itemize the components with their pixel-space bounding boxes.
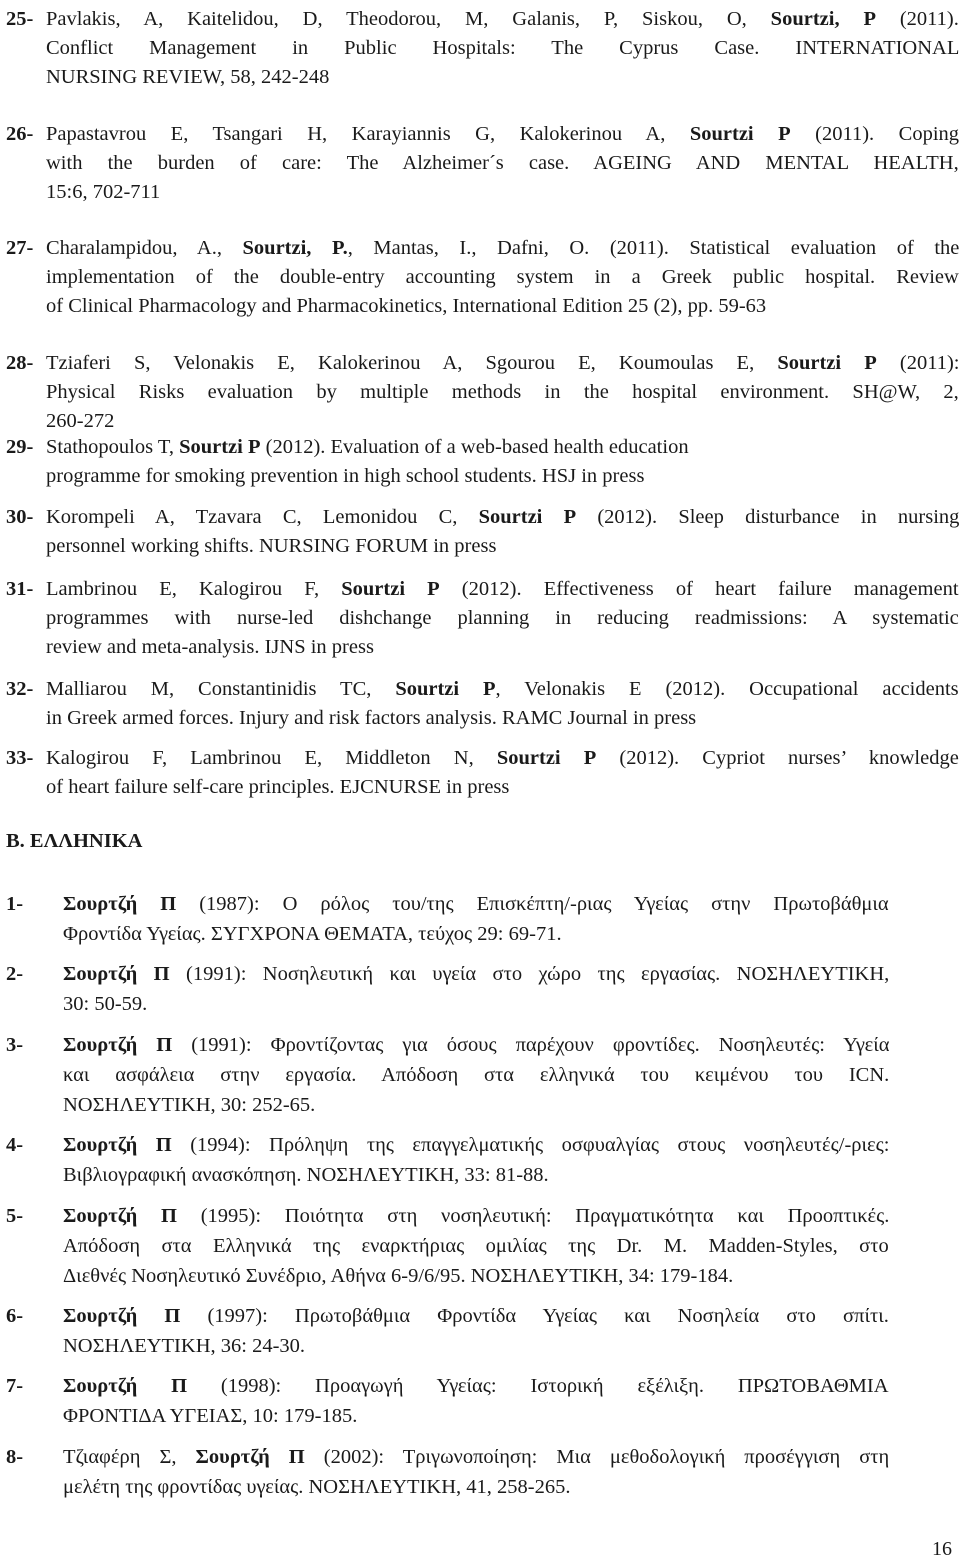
entry-text: programme for smoking prevention in high school students. HSJ in press [46,465,645,487]
page-number: 16 [932,1538,952,1560]
entry-line [46,181,160,204]
entry-line [46,436,689,459]
entry-text: (2011): [876,352,960,374]
entry-text: (2012). Effectiveness of heart failure management [439,578,959,600]
author-highlight: Σουρτζή Π [63,1375,188,1397]
author-highlight: Σουρτζή Π [195,1446,305,1468]
entry-line [46,678,959,701]
entry-line [46,152,959,175]
entry-number: 1- [6,893,24,915]
entry-text: Φροντίδα Υγείας. ΣΥΓΧΡΟΝΑ ΘΕΜΑΤΑ, τεύχος 29: 69-71. [63,923,562,945]
entry-text: μελέτη της φροντίδας υγείας. ΝΟΣΗΛΕΥΤΙΚΗ, 41, 258-265. [63,1476,571,1498]
entry-text: 30: 50-59. [63,993,148,1015]
entry-text: Conflict Management in Public Hospitals: The Cyprus Case. INTERNATIONAL [46,37,960,59]
entry-number: 27- [6,237,34,259]
entry-line [46,381,959,404]
entry-text: personnel working shifts. NURSING FORUM in press [46,535,497,557]
entry-text: in Greek armed forces. Injury and risk factors analysis. RAMC Journal in press [46,707,697,729]
entry-line [63,1265,733,1288]
entry-line [63,1164,549,1187]
entry-text: Stathopoulos T, [46,436,180,458]
entry-line [63,1375,889,1398]
entry-text: (1994): Πρόληψη της επαγγελματικής οσφυαλγίας στους νοσηλευτές/-ριες: [171,1134,890,1156]
entry-number: 29- [6,436,34,458]
entry-line [63,1305,889,1328]
entry-line [46,295,766,318]
entry-line [63,1094,315,1117]
entry-line [46,636,374,659]
entry-text: (2012). Cypriot nurses’ knowledge [596,747,959,769]
entry-text: Papastavrou E, Tsangari H, Karayiannis G, Kalokerinou A, [46,123,690,145]
entry-line [46,237,959,260]
entry-number: 28- [6,352,34,374]
author-highlight: Σουρτζή Π [63,1205,177,1227]
entry-line [46,535,496,558]
entry-text: Kalogirou F, Lambrinou E, Middleton N, [46,747,497,769]
entry-line [63,1205,889,1228]
entry-line [63,1034,889,1057]
entry-text: programmes with nurse-led dishchange planning in reducing readmissions: A systematic [46,607,959,629]
entry-number: 25- [6,8,34,30]
author-highlight: Sourtzi, P [770,8,876,30]
entry-text: (1998): Προαγωγή Υγείας: Ιστορική εξέλιξη. ΠΡΩΤΟΒΑΘΜΙΑ [187,1375,889,1397]
entry-line [63,1446,889,1469]
entry-text: of heart failure self-care principles. EJCNURSE in press [46,776,510,798]
entry-text: NURSING REVIEW, 58, 242-248 [46,66,330,88]
entry-line [63,1476,570,1499]
entry-line [63,1134,889,1157]
entry-text: (1991): Φροντίζοντας για όσους παρέχουν φροντίδες. Νοσηλευτές: Υγεία [172,1034,890,1056]
entry-text: , Mantas, I., Dafni, O. (2011). Statistical evaluation of the [347,237,960,259]
entry-text: Βιβλιογραφική ανασκόπηση. ΝΟΣΗΛΕΥΤΙΚΗ, 33: 81-88. [63,1164,549,1186]
author-highlight: Sourtzi P [496,747,597,769]
author-highlight: Sourtzi P [179,436,261,458]
entry-line [46,747,959,770]
entry-text: Malliarou M, Constantinidis TC, [46,678,396,700]
entry-line [46,410,114,433]
section-heading-greek: Β. ΕΛΛΗΝΙΚΑ [6,830,143,852]
author-highlight: Σουρτζή Π [63,1134,172,1156]
author-highlight: Sourtzi P [689,123,791,145]
entry-text: implementation of the double-entry accounting system in a Greek public hospital. Review [46,266,959,288]
entry-text: ΝΟΣΗΛΕΥΤΙΚΗ, 36: 24-30. [63,1335,306,1357]
entry-line [46,776,509,799]
entry-text: Physical Risks evaluation by multiple methods in the hospital environment. SH@W, 2, [46,381,959,403]
entry-text: Διεθνές Νοσηλευτικό Συνέδριο, Αθήνα 6-9/6/95. ΝΟΣΗΛΕΥΤΙΚΗ, 34: 179-184. [63,1265,734,1287]
entry-number: 3- [6,1034,24,1056]
entry-line [46,37,959,60]
entry-line [63,1235,889,1258]
entry-text: review and meta-analysis. IJNS in press [46,636,374,658]
entry-number: 2- [6,963,24,985]
entry-text: ΦΡΟΝΤΙΔΑ ΥΓΕΙΑΣ, 10: 179-185. [63,1405,358,1427]
entry-number: 4- [6,1134,24,1156]
entry-text: (1991): Νοσηλευτική και υγεία στο χώρο της εργασίας. ΝΟΣΗΛΕΥΤΙΚΗ, [169,963,890,985]
entry-line [46,607,959,630]
entry-line [46,578,959,601]
entry-text: (2002): Τριγωνοποίηση: Μια μεθοδολογική προσέγγιση στη [304,1446,890,1468]
entry-text: Τζιαφέρη Σ, [63,1446,196,1468]
entry-number: 26- [6,123,34,145]
author-highlight: Sourtzi P [341,578,440,600]
author-highlight: Σουρτζή Π [63,1034,173,1056]
author-highlight: Σουρτζή Π [63,1305,181,1327]
entry-number: 31- [6,578,34,600]
entry-text: (2012). Sleep disturbance in nursing [576,506,960,528]
entry-number: 8- [6,1446,24,1468]
entry-text: Tziaferi S, Velonakis E, Kalokerinou A, Sgourou E, Koumoulas E, [46,352,778,374]
entry-text: Απόδοση στα Ελληνικά της εναρκτήριας ομιλίας της Dr. M. Madden-Styles, στο [63,1235,889,1257]
entry-text: of Clinical Pharmacology and Pharmacokinetics, International Edition 25 (2), pp. 59-63 [46,295,767,317]
author-highlight: Σουρτζή Π [63,893,177,915]
entry-text: (2011). [875,8,959,30]
entry-text: 15:6, 702-711 [46,181,161,203]
author-highlight: Sourtzi P [395,678,496,700]
entry-text: (2011). Coping [790,123,960,145]
entry-line [46,506,959,529]
entry-line [63,1335,305,1358]
entry-text: Lambrinou E, Kalogirou F, [46,578,342,600]
entry-text: (1987): Ο ρόλος του/της Επισκέπτη/-ριας Υγείας στην Πρωτοβάθμια [176,893,889,915]
entry-text: Pavlakis, A, Kaitelidou, D, Theodorou, M, Galanis, P, Siskou, O, [46,8,771,30]
entry-line [46,707,696,730]
entry-line [63,1405,357,1428]
entry-number: 32- [6,678,34,700]
author-highlight: Sourtzi, P. [242,237,348,259]
entry-text: , Velonakis E (2012). Occupational accidents [495,678,959,700]
entry-line [63,893,889,916]
entry-line [46,352,959,375]
author-highlight: Σουρτζή Π [63,963,170,985]
entry-text: (2012). Evaluation of a web-based health education [260,436,689,458]
author-highlight: Sourtzi P [777,352,877,374]
entry-line [46,66,329,89]
entry-line [46,8,959,31]
entry-line [46,123,959,146]
entry-line [63,993,147,1016]
entry-number: 33- [6,747,34,769]
entry-text: 260-272 [46,410,115,432]
author-highlight: Sourtzi P [478,506,577,528]
entry-line [63,1064,889,1087]
entry-text: ΝΟΣΗΛΕΥΤΙΚΗ, 30: 252-65. [63,1094,316,1116]
entry-text: Charalampidou, A., [46,237,243,259]
entry-number: 30- [6,506,34,528]
entry-line [63,923,562,946]
entry-text: (1995): Ποιότητα στη νοσηλευτική: Πραγματικότητα και Προοπτικές. [176,1205,890,1227]
entry-line [63,963,889,986]
entry-text: και ασφάλεια στην εργασία. Απόδοση στα ελληνικά του κειμένου του ICN. [63,1064,890,1086]
entry-text: Korompeli A, Tzavara C, Lemonidou C, [46,506,479,528]
entry-line [46,266,959,289]
entry-text: (1997): Πρωτοβάθμια Φροντίδα Υγείας και Νοσηλεία στο σπίτι. [180,1305,889,1327]
entry-number: 7- [6,1375,24,1397]
entry-line [46,465,644,488]
entry-number: 6- [6,1305,24,1327]
entry-number: 5- [6,1205,24,1227]
entry-text: with the burden of care: The Alzheimer´s case. AGEING AND MENTAL HEALTH, [46,152,959,174]
